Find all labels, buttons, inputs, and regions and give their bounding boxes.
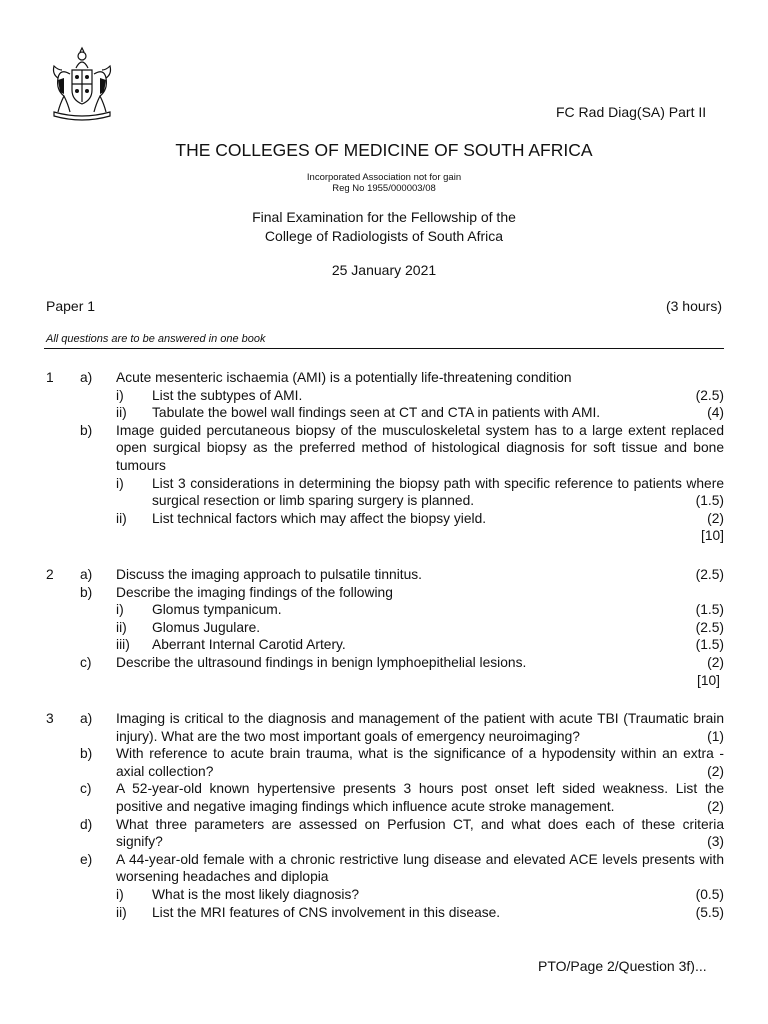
part-text: Describe the imaging findings of the following xyxy=(116,584,393,600)
q2-b-iii xyxy=(46,636,724,654)
part-text: What three parameters are assessed on Perfusion CT, and what does each of these criteria signify? xyxy=(116,816,724,850)
sub-text: Glomus Jugulare. xyxy=(152,619,261,635)
question-number: 3 xyxy=(46,711,54,726)
q3-part-c xyxy=(46,780,724,815)
sub-text: Glomus tympanicum. xyxy=(152,602,282,618)
mark: (1.5) xyxy=(695,493,724,509)
mark: (2) xyxy=(707,510,724,526)
mark: (1.5) xyxy=(695,637,724,653)
mark: (3) xyxy=(707,834,724,850)
incorporation-block xyxy=(0,172,768,194)
part-label: e) xyxy=(80,851,93,867)
paper-number: Paper 1 xyxy=(46,298,96,314)
part-label: a) xyxy=(80,711,93,726)
header-divider xyxy=(44,348,724,349)
sub-label: iii) xyxy=(116,637,130,653)
sub-text: List the MRI features of CNS involvement in this disease. xyxy=(152,904,501,920)
part-text: With reference to acute brain trauma, what is the significance of a hypodensity within an extra - axial collection? xyxy=(116,746,724,779)
question-number: 2 xyxy=(46,567,54,582)
sub-label: i) xyxy=(116,886,124,902)
mark: (2) xyxy=(707,763,724,779)
sub-label: ii) xyxy=(116,510,127,526)
sub-text: What is the most likely diagnosis? xyxy=(152,886,360,902)
sub-text: List technical factors which may affect the biopsy yield. xyxy=(152,510,487,526)
q3-part-b xyxy=(46,745,724,780)
mark: (2.5) xyxy=(695,619,724,635)
question-1 xyxy=(46,369,724,545)
part-label: c) xyxy=(80,654,92,670)
q1-b-i xyxy=(46,475,724,510)
sub-label: ii) xyxy=(116,904,127,920)
exam-title-line1: Final Examination for the Fellowship of the xyxy=(252,209,516,225)
sub-text: Tabulate the bowel wall findings seen at CT and CTA in patients with AMI. xyxy=(152,405,601,421)
q2-part-c xyxy=(46,654,724,672)
reg-number: Reg No 1955/000003/08 xyxy=(332,183,436,194)
part-label: b) xyxy=(80,584,93,600)
exam-title xyxy=(0,208,768,246)
part-label: a) xyxy=(80,567,93,582)
part-label: a) xyxy=(80,370,93,385)
q2-b-ii xyxy=(46,619,724,637)
instructions: All questions are to be answered in one book xyxy=(46,333,266,345)
part-text: A 44-year-old female with a chronic restrictive lung disease and elevated ACE levels presents with worsening headaches and diplopia xyxy=(116,851,724,885)
q2-b-i xyxy=(46,601,724,619)
sub-label: i) xyxy=(116,475,124,491)
college-title: THE COLLEGES OF MEDICINE OF SOUTH AFRICA xyxy=(175,140,593,160)
part-text: A 52-year-old known hypertensive presents 3 hours post onset left sided weakness. List the positive and negative imaging findings which influence acute stroke management. xyxy=(116,781,724,814)
q3-e-ii xyxy=(46,904,724,922)
sub-label: ii) xyxy=(116,619,127,635)
mark: (2) xyxy=(707,654,724,670)
page-turn-note: PTO/Page 2/Question 3f)... xyxy=(538,958,707,974)
part-label: d) xyxy=(80,816,93,832)
part-text: Image guided percutaneous biopsy of the musculoskeletal system has to a large extent replaced open surgical biopsy as the preferred method of histological diagnosis for soft tissue and bone tumours xyxy=(116,422,724,473)
mark: (2) xyxy=(707,798,724,814)
sub-label: i) xyxy=(116,602,124,618)
q3-part-a xyxy=(46,710,724,745)
q1-b-ii xyxy=(46,510,724,528)
sub-label: ii) xyxy=(116,405,127,421)
q1-part-b xyxy=(46,422,724,475)
mark: (1) xyxy=(707,728,724,744)
question-total: [10] xyxy=(696,672,720,688)
part-text: Imaging is critical to the diagnosis and management of the patient with acute TBI (Traumatic brain injury). What are the two most important goals of emergency neuroimaging? xyxy=(116,711,724,744)
part-label: b) xyxy=(80,746,93,762)
part-text: Discuss the imaging approach to pulsatile tinnitus. xyxy=(116,567,422,582)
q1-a-ii xyxy=(46,404,724,422)
part-label: c) xyxy=(80,781,92,797)
sub-label: i) xyxy=(116,387,124,403)
q2-part-b xyxy=(46,584,724,602)
college-crest-logo xyxy=(44,46,120,122)
part-label: b) xyxy=(80,422,93,438)
mark: (5.5) xyxy=(695,904,724,920)
q3-part-d xyxy=(46,816,724,851)
question-total: [10] xyxy=(700,528,724,544)
question-2 xyxy=(46,566,724,689)
incorporated-text: Incorporated Association not for gain xyxy=(306,172,462,183)
mark: (0.5) xyxy=(695,886,724,902)
exam-duration: (3 hours) xyxy=(665,298,722,314)
exam-date: 25 January 2021 xyxy=(331,262,437,278)
part-text: Describe the ultrasound findings in benign lymphoepithelial lesions. xyxy=(116,654,527,670)
part-text: Acute mesenteric ischaemia (AMI) is a potentially life-threatening condition xyxy=(116,370,572,385)
mark: (2.5) xyxy=(695,567,724,582)
sub-text: Aberrant Internal Carotid Artery. xyxy=(152,637,346,653)
q3-part-e xyxy=(46,851,724,886)
q1-part-a xyxy=(46,369,724,387)
q1-a-i xyxy=(46,387,724,405)
sub-text: List 3 considerations in determining the biopsy path with specific reference to patients where surgical resection or limb sparing surgery is planned. xyxy=(152,475,724,509)
question-number: 1 xyxy=(46,370,54,385)
mark: (2.5) xyxy=(695,387,724,403)
q2-part-a xyxy=(46,566,724,584)
sub-text: List the subtypes of AMI. xyxy=(152,387,303,403)
mark: (4) xyxy=(707,405,724,421)
exam-title-line2: College of Radiologists of South Africa xyxy=(264,228,504,244)
question-3 xyxy=(46,710,724,921)
q3-e-i xyxy=(46,886,724,904)
mark: (1.5) xyxy=(695,602,724,618)
course-code: FC Rad Diag(SA) Part II xyxy=(556,104,707,120)
